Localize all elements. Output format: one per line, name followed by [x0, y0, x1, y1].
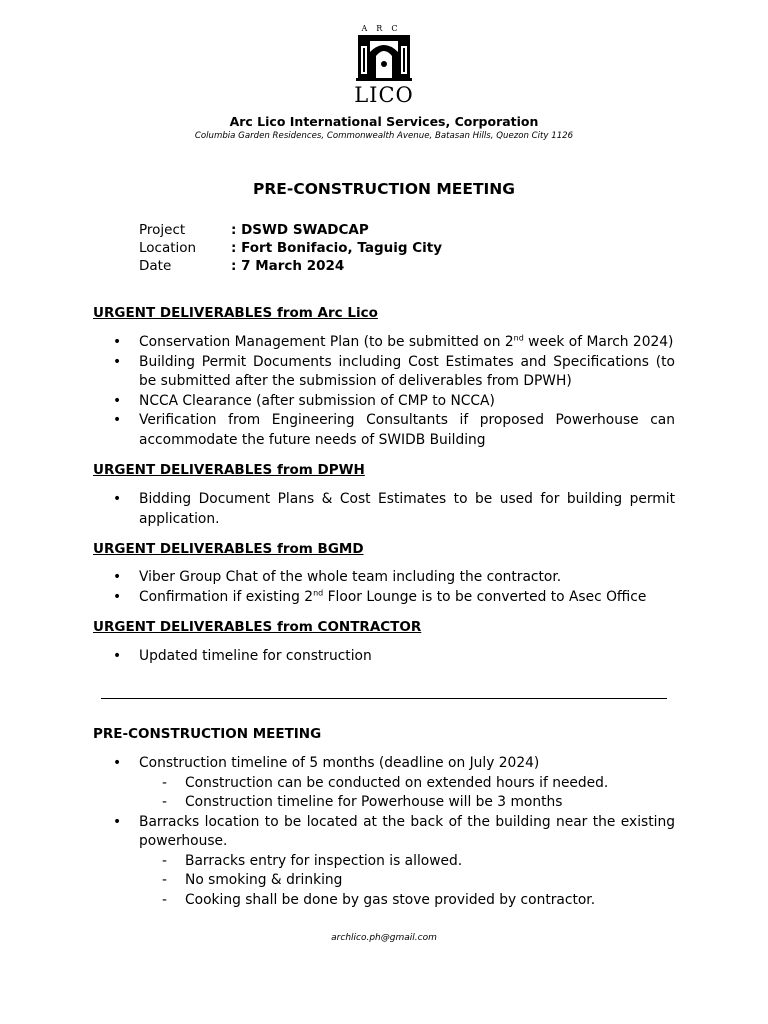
dash-icon: - — [162, 794, 167, 810]
bullet-icon: • — [113, 392, 122, 409]
info-value: : Fort Bonifacio, Taguig City — [231, 240, 443, 256]
bullet-icon: • — [113, 755, 122, 771]
list-item: • Barracks location to be located at the back of the building near the existing powerhouse. - Barracks entry for inspection is allowed. - No smoking & drinking - Cooking shall be done by gas stove provided by contractor. — [93, 813, 675, 911]
svg-text:LICO: LICO — [354, 83, 414, 104]
bullet-icon: • — [113, 412, 122, 428]
list-item: • Viber Group Chat of the whole team including the contractor. — [93, 568, 675, 588]
document-title: PRE-CONSTRUCTION MEETING — [253, 180, 515, 198]
arc-lico-deliverables-list — [93, 333, 675, 450]
sub-list-item: - Cooking shall be done by gas stove provided by contractor. — [139, 891, 675, 911]
sub-list — [139, 774, 675, 813]
section-heading-meeting: PRE-CONSTRUCTION MEETING — [93, 726, 322, 742]
bgmd-deliverables-list — [93, 568, 675, 607]
sub-list-item: - Construction can be conducted on extended hours if needed. — [139, 774, 675, 794]
contractor-deliverables-list — [93, 647, 675, 667]
info-row-project — [139, 221, 369, 239]
bullet-icon: • — [113, 353, 122, 370]
section-heading-arc-lico: URGENT DELIVERABLES from Arc Lico — [93, 305, 378, 321]
info-value: : DSWD SWADCAP — [231, 222, 369, 238]
dpwh-deliverables-list — [93, 490, 675, 529]
info-row-date — [139, 257, 344, 275]
info-row-location — [139, 239, 442, 257]
list-item: • Construction timeline of 5 months (deadline on July 2024) - Construction can be conducted on extended hours if needed. - Construction timeline for Powerhouse will be 3 months — [93, 754, 675, 813]
dash-icon: - — [162, 852, 167, 869]
info-label: Project — [139, 222, 186, 238]
list-item: • Updated timeline for construction — [93, 647, 675, 667]
company-address: Columbia Garden Residences, Commonwealth Avenue, Batasan Hills, Quezon City 1126 — [194, 131, 574, 141]
bullet-icon: • — [113, 569, 122, 585]
horizontal-divider — [101, 698, 667, 699]
bullet-icon: • — [113, 648, 122, 664]
sub-list — [139, 852, 675, 911]
list-item: • Bidding Document Plans & Cost Estimates to be used for building permit application. — [113, 491, 675, 527]
list-item: • NCCA Clearance (after submission of CMP to NCCA) — [93, 392, 675, 412]
sub-list-item: - Barracks entry for inspection is allowed. — [139, 852, 675, 872]
sub-list-item: - Construction timeline for Powerhouse will be 3 months — [139, 793, 675, 813]
info-label: Location — [139, 240, 197, 256]
section-heading-bgmd: URGENT DELIVERABLES from BGMD — [93, 541, 364, 557]
list-item: • Verification from Engineering Consultants if proposed Powerhouse can accommodate the future needs of SWIDB Building — [113, 412, 675, 448]
section-heading-contractor: URGENT DELIVERABLES from CONTRACTOR — [93, 619, 422, 635]
dash-icon: - — [162, 872, 167, 888]
info-value: : 7 March 2024 — [231, 258, 345, 274]
company-name: Arc Lico International Services, Corporation — [229, 114, 539, 129]
bullet-icon: • — [113, 588, 122, 605]
list-item: • Building Permit Documents including Cost Estimates and Specifications (to be submitted after the submission of deliverables from DPWH) — [113, 353, 675, 389]
bullet-icon: • — [113, 491, 122, 507]
dash-icon: - — [162, 774, 167, 791]
meeting-notes-list — [93, 754, 675, 910]
dash-icon: - — [162, 891, 167, 908]
footer-email: archlico.ph@gmail.com — [331, 933, 437, 943]
arc-lico-logo — [352, 22, 416, 104]
list-item: • Confirmation if existing 2nd Floor Lounge is to be converted to Asec Office — [93, 588, 675, 608]
info-label: Date — [139, 258, 172, 274]
bullet-icon: • — [113, 334, 122, 350]
list-item: • Conservation Management Plan (to be submitted on 2nd week of March 2024) — [93, 333, 675, 353]
sub-list-item: - No smoking & drinking — [139, 871, 675, 891]
svg-text:ARC: ARC — [361, 24, 407, 33]
section-heading-dpwh: URGENT DELIVERABLES from DPWH — [93, 462, 365, 478]
bullet-icon: • — [113, 813, 122, 830]
